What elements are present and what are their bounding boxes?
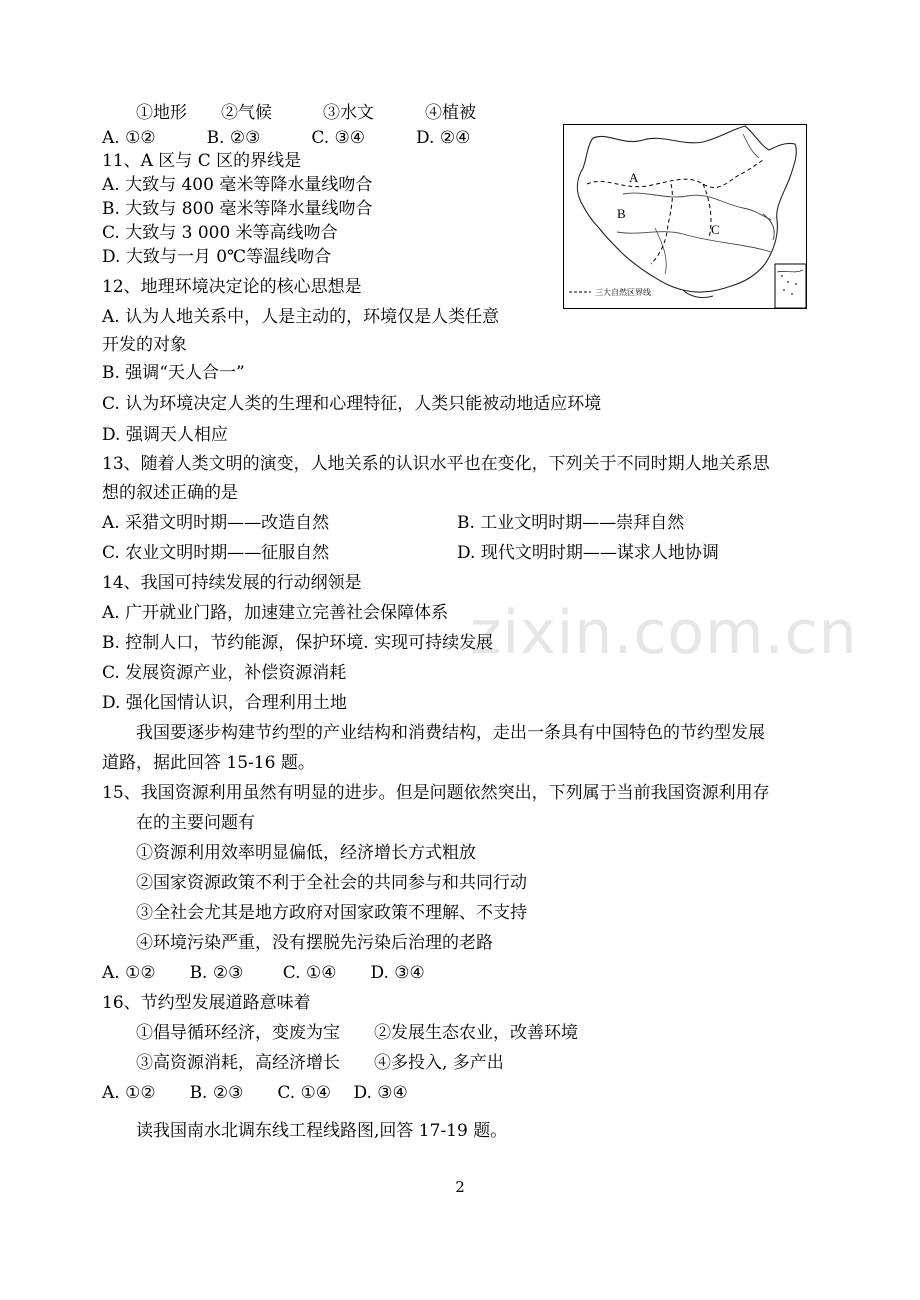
q13-option-a: A. 采猎文明时期——改造自然 [102, 513, 330, 533]
q15-stem: 15、我国资源利用虽然有明显的进步。但是问题依然突出，下列属于当前我国资源利用存 [102, 783, 770, 803]
q10-option-items: ①地形 ②气候 ③水文 ④植被 [136, 103, 476, 123]
q13-option-d: D. 现代文明时期——谋求人地协调 [457, 543, 719, 563]
q11-option-d: D. 大致与一月 0℃等温线吻合 [102, 247, 332, 267]
q15-answer-choices: A. ①② B. ②③ C. ①④ D. ③④ [102, 963, 425, 983]
q10-answer-choices: A. ①② B. ②③ C. ③④ D. ②④ [102, 128, 471, 148]
q13-option-b: B. 工业文明时期——崇拜自然 [457, 513, 685, 533]
watermark: zixin.com.cn [470, 598, 858, 668]
q13-stem-cont: 想的叙述正确的是 [102, 483, 238, 503]
q12-option-a: A. 认为人地关系中，人是主动的，环境仅是人类任意 [102, 307, 500, 327]
q16-answer-choices: A. ①② B. ②③ C. ①④ D. ③④ [102, 1083, 408, 1103]
q14-option-b: B. 控制人口，节约能源，保护环境. 实现可持续发展 [102, 633, 494, 653]
q12-option-b: B. 强调“天人合一” [102, 363, 245, 383]
q15-item-4: ④环境污染严重，没有摆脱先污染后治理的老路 [136, 933, 493, 953]
map-label-b: B [617, 206, 626, 221]
q12-option-d: D. 强调天人相应 [102, 425, 228, 445]
q12-option-c: C. 认为环境决定人类的生理和心理特征，人类只能被动地适应环境 [102, 394, 602, 414]
q16-stem: 16、节约型发展道路意味着 [102, 993, 311, 1013]
q16-items-1-2: ①倡导循环经济，变废为宝 ②发展生态农业，改善环境 [136, 1023, 578, 1043]
q12-option-a-cont: 开发的对象 [102, 335, 187, 355]
passage-17-19: 读我国南水北调东线工程线路图,回答 17-19 题。 [136, 1121, 508, 1141]
q11-stem: 11、A 区与 C 区的界线是 [102, 151, 302, 171]
page-number: 2 [455, 1178, 465, 1196]
china-natural-regions-map [563, 124, 807, 309]
q16-items-3-4: ③高资源消耗，高经济增长 ④多投入, 多产出 [136, 1053, 504, 1073]
q14-option-a: A. 广开就业门路，加速建立完善社会保障体系 [102, 603, 449, 623]
q15-stem-cont: 在的主要问题有 [136, 813, 255, 833]
q13-option-c: C. 农业文明时期——征服自然 [102, 543, 330, 563]
map-label-c: C [711, 222, 720, 237]
q14-stem: 14、我国可持续发展的行动纲领是 [102, 573, 362, 593]
map-legend: 三大自然区界线 [595, 288, 651, 297]
q14-option-d: D. 强化国情认识，合理利用土地 [102, 693, 347, 713]
map-label-a: A [629, 170, 639, 185]
q14-option-c: C. 发展资源产业，补偿资源消耗 [102, 663, 347, 683]
q13-stem: 13、随着人类文明的演变，人地关系的认识水平也在变化，下列关于不同时期人地关系思 [102, 454, 770, 474]
q11-option-a: A. 大致与 400 毫米等降水量线吻合 [102, 175, 373, 195]
q15-item-3: ③全社会尤其是地方政府对国家政策不理解、不支持 [136, 903, 527, 923]
q15-item-1: ①资源利用效率明显偏低，经济增长方式粗放 [136, 843, 476, 863]
q12-stem: 12、地理环境决定论的核心思想是 [102, 277, 362, 297]
passage-15-16-cont: 道路，据此回答 15-16 题。 [102, 753, 315, 773]
q11-option-b: B. 大致与 800 毫米等降水量线吻合 [102, 199, 373, 219]
passage-15-16: 我国要逐步构建节约型的产业结构和消费结构，走出一条具有中国特色的节约型发展 [136, 723, 765, 743]
q11-option-c: C. 大致与 3 000 米等高线吻合 [102, 223, 338, 243]
q15-item-2: ②国家资源政策不利于全社会的共同参与和共同行动 [136, 873, 527, 893]
